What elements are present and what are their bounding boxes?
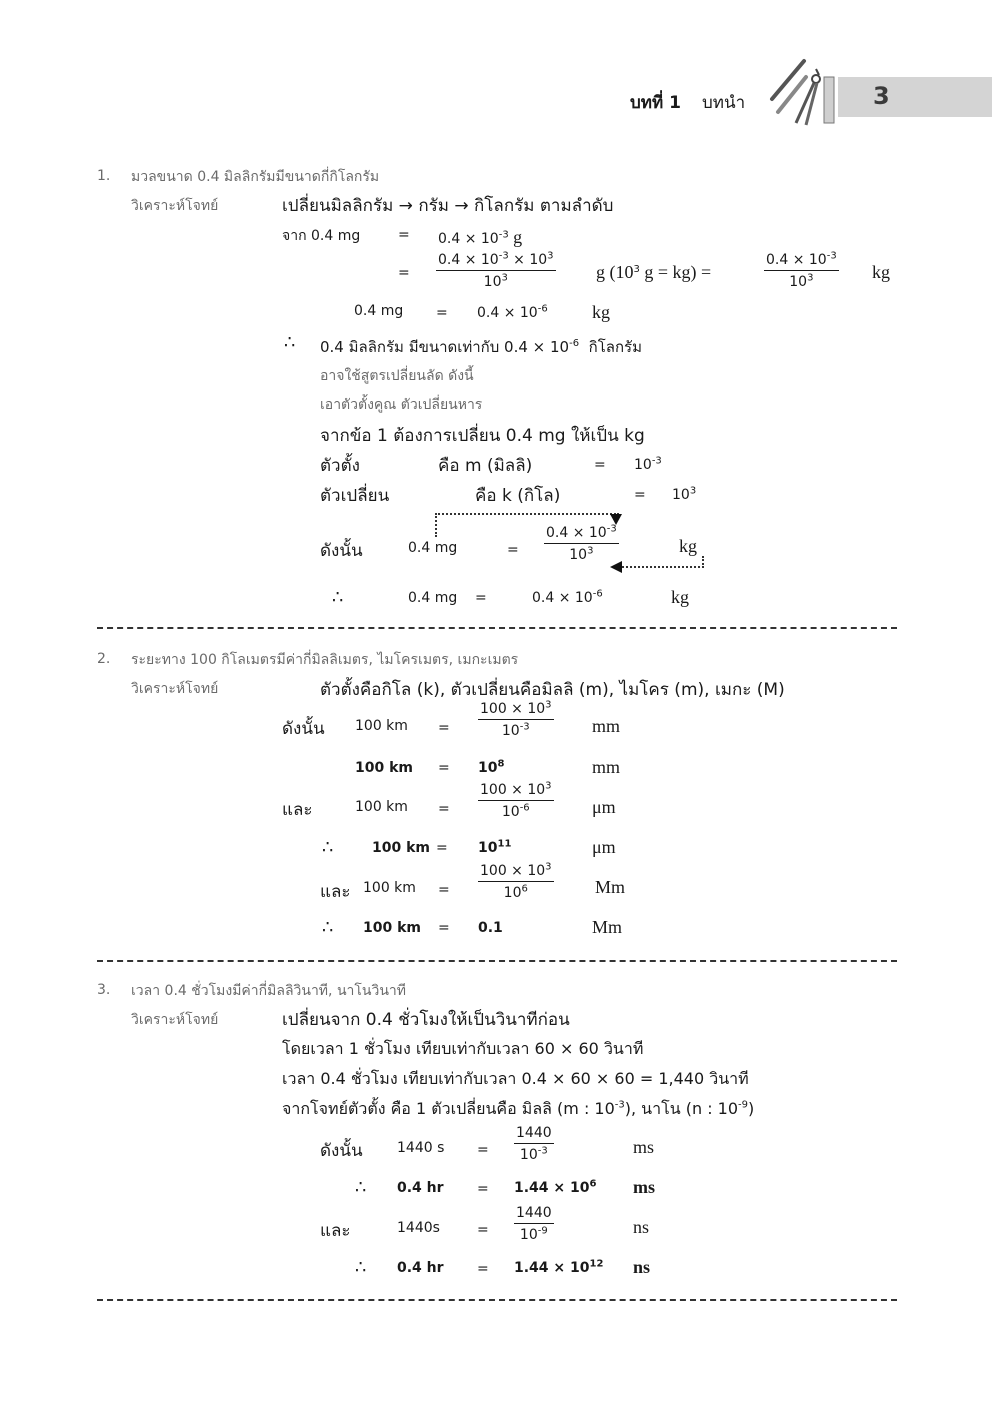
chapter-label: บทที่ 1 [630, 93, 681, 113]
p3-row-unit: ms [633, 1137, 655, 1157]
dashed-arrow-bottom [622, 556, 704, 568]
p3-row-fraction: $\frac{1440}{10^{-9}}$ [516, 1205, 552, 1243]
p2-row-label: และ [320, 882, 351, 902]
therefore-symbol: ∴ [355, 1177, 367, 1198]
therefore-symbol: ∴ [322, 917, 334, 938]
p2-row-label: และ [282, 800, 313, 820]
denominator: $10^3$ [789, 272, 814, 290]
p1-so-eq: = [507, 542, 519, 558]
denominator: $10^3$ [483, 272, 508, 290]
problem-2-question: ระยะทาง 100 กิโลเมตรมีค่ากี่มิลลิเมตร, ไมโครเมตร, เมกะเมตร [131, 652, 519, 668]
p2-row-lhs: 100 km [355, 760, 413, 776]
p2-row-unit: μm [592, 837, 616, 857]
problem-3-question: เวลา 0.4 ชั่วโมงมีค่ากี่มิลลิวินาที, นาโนวินาที [131, 983, 406, 999]
p1-so-label: ดังนั้น [320, 541, 363, 561]
p2-row-value: $10^{11}$ [478, 838, 512, 856]
p1-line2-fraction-2 [764, 252, 839, 290]
numerator: $0.4 \times 10^{-3} \times 10^3$ [436, 252, 556, 271]
p3-row-lhs: 1440s [397, 1220, 440, 1236]
p2-row-value: $10^8$ [478, 758, 505, 776]
p1-line1-lhs: 0.4 mg [311, 228, 361, 244]
page-number: 3 [873, 82, 890, 110]
problem-3-intro: เปลี่ยนจาก 0.4 ชั่วโมงให้เป็นวินาทีก่อน [282, 1010, 570, 1030]
p2-row-eq: = [438, 801, 450, 817]
therefore-symbol: ∴ [332, 587, 344, 608]
p1-prefix-from-label: ตัวตั้ง [320, 456, 360, 476]
p2-row-eq: = [438, 920, 450, 936]
section-divider [97, 627, 897, 629]
numerator: $0.4 \times 10^{-3}$ [764, 252, 839, 271]
p3-row-lhs: 1440 s [397, 1140, 445, 1156]
p1-conclusion: 0.4 มิลลิกรัม มีขนาดเท่ากับ $0.4 \times 10^{-6}$ กิโลกรัม [320, 338, 642, 356]
problem-2-intro: ตัวตั้งคือกิโล (k), ตัวเปลี่ยนคือมิลลิ (m), ไมโคร (m), เมกะ (M) [320, 680, 785, 700]
p2-row-unit: μm [592, 797, 616, 817]
section-divider [97, 1299, 897, 1301]
p1-prefix-from-eq: = [594, 457, 606, 473]
chapter-title: บทนำ [702, 93, 746, 113]
p1-line2-eq: = [398, 265, 410, 281]
p1-line1-eq: = [398, 227, 410, 243]
denominator: $10^3$ [569, 545, 594, 563]
p1-prefix-to-desc: คือ k (กิโล) [475, 486, 561, 506]
p2-row-eq: = [438, 882, 450, 898]
drafting-tools-icon [768, 57, 838, 127]
problem-3-number: 3. [97, 982, 111, 998]
p1-line1-rhs [438, 227, 522, 248]
p1-so-fraction [544, 525, 619, 563]
therefore-symbol: ∴ [355, 1257, 367, 1278]
p2-row-fraction: $\frac{100 \times 10^3}{10^6}$ [480, 861, 552, 901]
p1-prefix-from-desc: คือ m (มิลลิ) [438, 456, 533, 476]
p1-prefix-to-eq: = [634, 487, 646, 503]
p3-row-fraction: $\frac{1440}{10^{-3}}$ [516, 1125, 552, 1163]
p2-row-fraction: $\frac{100 \times 10^3}{10^{-3}}$ [480, 699, 552, 739]
p1-line1-rhs-base: 0.4 × 10 [438, 231, 499, 247]
p3-row-lhs: 0.4 hr [397, 1180, 444, 1196]
p3-row-value: $1.44 \times 10^6$ [514, 1178, 597, 1196]
p3-row-unit: ms [633, 1177, 655, 1197]
p3-row-lhs: 0.4 hr [397, 1260, 444, 1276]
p2-row-label: ดังนั้น [282, 719, 325, 739]
p3-row-eq: = [477, 1222, 489, 1238]
p1-so-unit: kg [679, 536, 697, 556]
unit: g [513, 227, 523, 247]
p2-row-unit: mm [592, 716, 621, 736]
p3-row-unit: ns [633, 1257, 651, 1277]
problem-1-question: มวลขนาด 0.4 มิลลิกรัมมีขนาดกี่กิโลกรัม [131, 169, 380, 185]
p1-final-rhs: $0.4 \times 10^{-6}$ [532, 588, 603, 606]
p2-row-eq: = [438, 760, 450, 776]
p1-prefix-from-val: $10^{-3}$ [634, 455, 662, 473]
section-divider [97, 960, 897, 962]
p1-line2-fraction [436, 252, 556, 290]
header-band [838, 77, 992, 117]
p2-row-lhs: 100 km [355, 799, 408, 815]
problem-1-analysis-label: วิเคราะห์โจทย์ [131, 198, 219, 214]
p2-row-lhs: 100 km [355, 718, 408, 734]
problem-1-number: 1. [97, 168, 111, 184]
problem-2-analysis-label: วิเคราะห์โจทย์ [131, 681, 219, 697]
p1-final-unit: kg [671, 587, 689, 607]
p2-row-lhs: 100 km [372, 840, 430, 856]
p2-row-lhs: 100 km [363, 920, 421, 936]
p2-row-eq: = [436, 840, 448, 856]
p2-row-unit: Mm [592, 917, 623, 937]
p1-line3-rhs: $0.4 \times 10^{-6}$ [477, 303, 548, 321]
p1-line2-unit: g ($10^3$ g = kg) = [596, 262, 712, 282]
numerator: $0.4 \times 10^{-3}$ [544, 525, 619, 544]
problem-2-number: 2. [97, 651, 111, 667]
p2-row-eq: = [438, 720, 450, 736]
p2-row-lhs: 100 km [363, 880, 416, 896]
p1-final-lhs: 0.4 mg [408, 590, 458, 606]
p3-row-eq: = [477, 1142, 489, 1158]
p1-line1 [282, 225, 360, 247]
p1-line3-eq: = [436, 305, 448, 321]
problem-3-line-3: จากโจทย์ตัวตั้ง คือ 1 ตัวเปลี่ยนคือ มิลลิ (m : $10^{-3}$), นาโน (n : $10^{-9}$) [282, 1099, 755, 1118]
p1-final-eq: = [475, 590, 487, 606]
p2-row-value: 0.1 [478, 920, 503, 936]
p3-row-unit: ns [633, 1217, 650, 1237]
p2-row-unit: mm [592, 757, 621, 777]
p1-line2-unit-kg: kg [872, 262, 890, 282]
p1-line1-prefix: จาก [282, 228, 307, 244]
problem-3-line-1: โดยเวลา 1 ชั่วโมง เทียบเท่ากับเวลา 60 × 60 วินาที [282, 1039, 644, 1058]
p1-shortcut-note-1: อาจใช้สูตรเปลี่ยนลัด ดังนี้ [320, 368, 474, 384]
p2-row-unit: Mm [595, 877, 626, 897]
p1-line3-lhs: 0.4 mg [354, 303, 404, 319]
problem-3-analysis-label: วิเคราะห์โจทย์ [131, 1012, 219, 1028]
problem-1-intro: เปลี่ยนมิลลิกรัม → กรัม → กิโลกรัม ตามลำดับ [282, 196, 614, 216]
p3-row-label: ดังนั้น [320, 1141, 363, 1161]
p3-row-eq: = [477, 1181, 489, 1197]
p3-row-eq: = [477, 1261, 489, 1277]
therefore-symbol: ∴ [322, 837, 334, 858]
p1-so-lhs: 0.4 mg [408, 540, 458, 556]
exponent: -3 [498, 229, 509, 241]
p1-prefix-to-label: ตัวเปลี่ยน [320, 486, 390, 506]
problem-3-line-2: เวลา 0.4 ชั่วโมง เทียบเท่ากับเวลา 0.4 × 60 × 60 = 1,440 วินาที [282, 1069, 749, 1088]
p1-prefix-to-val: $10^3$ [672, 485, 697, 503]
p1-shortcut-intro: จากข้อ 1 ต้องการเปลี่ยน 0.4 mg ให้เป็น kg [320, 426, 645, 446]
p3-row-value: $1.44 \times 10^{12}$ [514, 1258, 604, 1276]
p1-line3-unit: kg [592, 302, 610, 322]
p2-row-fraction: $\frac{100 \times 10^3}{10^{-6}}$ [480, 780, 552, 820]
p1-shortcut-note-2: เอาตัวตั้งคูณ ตัวเปลี่ยนหาร [320, 397, 483, 413]
p3-row-label: และ [320, 1221, 351, 1241]
therefore-symbol: ∴ [284, 332, 296, 353]
